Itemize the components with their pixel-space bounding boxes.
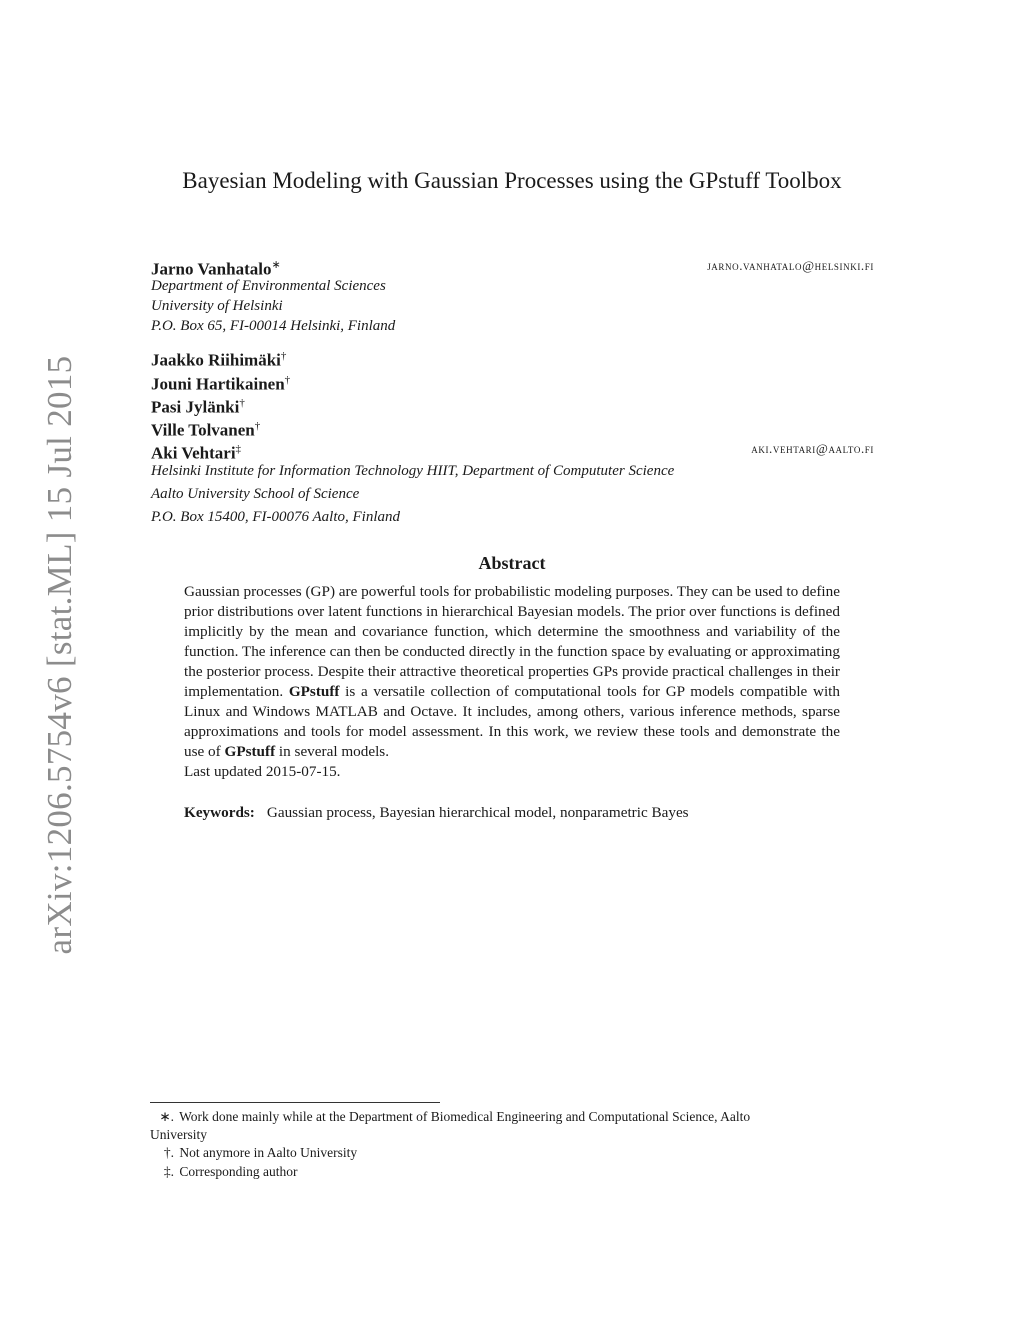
author-footnote-mark: †	[239, 397, 245, 409]
toolbox-name: GPstuff	[288, 683, 340, 700]
author-footnote-mark: †	[280, 350, 287, 362]
author-name: Jouni Hartikainen	[151, 374, 285, 394]
paper-title: Bayesian Modeling with Gaussian Processes using the GPstuff Toolbox	[182, 168, 842, 193]
abstract-text-part: is a versatile collection of computational tools for GP models compatible with Linux and Windows MATLAB and Octave. It includes, among others, various inference methods, sparse approximations and tools for model assessment. In this work, we review these tools and demonstrate the use of	[184, 683, 840, 760]
footnote-text: Corresponding author	[179, 1164, 298, 1179]
footnote-mark: ∗.	[159, 1109, 174, 1124]
footnote	[150, 1144, 874, 1162]
author-name: Jaakko Riihimäki	[151, 350, 281, 370]
author-name: Pasi Jylänki	[151, 397, 240, 417]
abstract-heading: Abstract	[478, 553, 546, 573]
footnote-continuation: University	[150, 1127, 207, 1142]
author-footnote-mark: †	[284, 374, 291, 386]
author-footnote-mark: †	[254, 420, 261, 432]
footnote-mark: ‡.	[163, 1164, 174, 1179]
footnote-text: Work done mainly while at the Department of Biomedical Engineering and Computational Science, Aalto	[179, 1109, 751, 1124]
abstract-body	[184, 582, 840, 782]
footnote-text: Not anymore in Aalto University	[179, 1145, 358, 1160]
abstract-text-part: Gaussian processes (GP) are powerful tools for probabilistic modeling purposes. They can be used to define prior distributions over latent functions in hierarchical Bayesian models. The prior over functions is defined implicitly by the mean and covariance function, which determine the smoothness and variability of the function. The inference can then be conducted directly in the function space by evaluating or approximating the posterior process. Despite their attractive theoretical properties GPs provide practical challenges in their implementation.	[184, 583, 840, 700]
footnote	[150, 1108, 874, 1126]
author-footnote-mark: ‡	[235, 443, 242, 455]
affiliation-line: Department of Environmental Sciences	[151, 278, 386, 294]
author-name: Jarno Vanhatalo	[151, 259, 272, 279]
affiliation-line: Helsinki Institute for Information Technology HIIT, Department of Compututer Science	[151, 463, 675, 479]
keywords-list: Gaussian process, Bayesian hierarchical model, nonparametric Bayes	[266, 804, 689, 821]
author-jaakko-riihimaki	[151, 345, 286, 372]
footnote-mark: †.	[163, 1145, 174, 1160]
author-name: Ville Tolvanen	[151, 420, 255, 440]
author-footnote-mark: ∗	[271, 259, 281, 271]
keywords-label: Keywords:	[184, 804, 255, 821]
affiliation-line: University of Helsinki	[151, 298, 283, 314]
toolbox-name: GPstuff	[224, 743, 276, 760]
email-aki-vehtari[interactable]: aki.vehtari@aalto.fi	[751, 441, 874, 456]
arxiv-identifier-stamp: arXiv:1206.5754v6 [stat.ML] 15 Jul 2015	[40, 355, 79, 955]
affiliation-line: P.O. Box 15400, FI-00076 Aalto, Finland	[151, 509, 401, 525]
footnote-rule	[150, 1102, 440, 1103]
author-name: Aki Vehtari	[151, 443, 236, 463]
affiliation-line: P.O. Box 65, FI-00014 Helsinki, Finland	[151, 318, 396, 334]
last-updated: Last updated 2015-07-15.	[184, 763, 341, 780]
affiliation-line: Aalto University School of Science	[151, 486, 360, 502]
footnote	[150, 1163, 874, 1181]
email-jarno-vanhatalo[interactable]: jarno.vanhatalo@helsinki.fi	[707, 258, 874, 273]
abstract-text-part: in several models.	[275, 743, 390, 760]
keywords	[184, 803, 840, 823]
